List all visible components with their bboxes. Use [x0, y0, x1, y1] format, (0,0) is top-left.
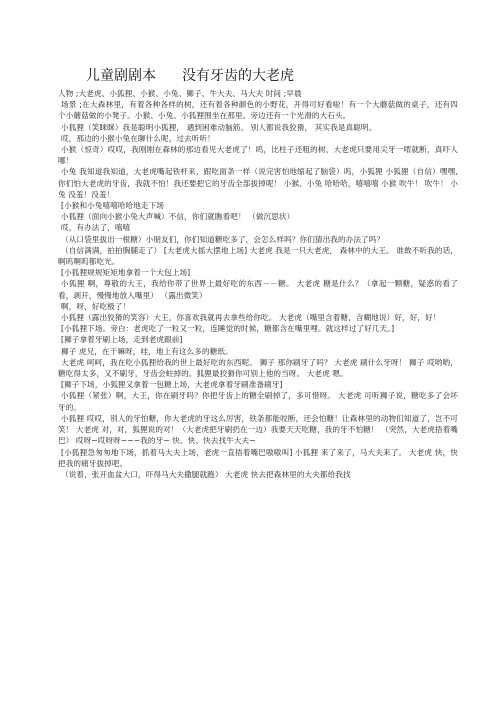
- document-page: [58, 0, 458, 702]
- document-title: [86, 66, 446, 86]
- body-paragraph: 啊，呀，好吃极了！: [61, 301, 131, 311]
- body-paragraph: 哎，那边的小猴小兔在聊什么呢，过去听听！: [61, 133, 215, 143]
- body-paragraph: 小狐狸 啊，尊敬的大王，我给你带了世界上最好吃的东西－－糖。 大老虎 糖是什么？（拿起一颗糖，疑惑的看了看，剥开，慢慢地放入嘴里） （露出微笑）: [58, 279, 458, 300]
- body-paragraph: 场景 ;在大森林里，有着各种各样的树，还有着各种颜色的小野花，开得可好看啦！有一个大蘑菇做的桌子，还有四个小蘑菇做的小凳子。小猴、小兔、小狐狸围坐在那里。旁边还有一个光滑的大石头。: [58, 100, 458, 121]
- body-paragraph: 小狐狸（露出狡猾的笑容）大王，你喜欢我就再去拿些给你吃。 大老虎（嘴里含着糖，含糊地说）好，好，好！: [61, 313, 441, 323]
- body-paragraph: （自信满满，拍拍胸脯走了） [大老虎大摇大摆地上场] 大老虎 我是一只大老虎， 森林中的大王。 谁敢不听我的话， 啊呜啊呜都吃光。: [58, 245, 458, 267]
- body-paragraph: （从口袋里拔出一根糖）小朋友们，你们知道糖吃多了，会怎么样吗？你们猜出我的办法了吗？: [61, 234, 385, 244]
- body-paragraph: [小狐狸急匆匆地下场，抓着马大夫上场，老虎一直捂着嘴巴嗷嗷叫] 小狐狸 来了来了，马大夫来了。 大老虎 快，快把我的痛牙拔掉吧。: [58, 447, 458, 468]
- body-paragraph: 小狐狸（笑眯眯）我是聪明小狐狸， 遇到困难动脑筋。 别人都说我狡猾， 其实我是真聪明。: [61, 122, 377, 132]
- body-paragraph: [狮子下场，小狐狸又拿着一包糖上场，大老虎拿着牙刷准备刷牙]: [61, 380, 283, 390]
- body-paragraph: 小兔 我知道我知道，大老虎嘴起铁杆来，跟吃面条一样（说完害怕地缩起了脑袋）呜，小狐狸 小狐狸（自信）嘿嘿,你们怕大老虎的牙齿，我就不怕！我还要把它的牙齿全部拔掉呢！ 小猴、小兔 哈哈哈，嘻嘻嘻 小猴 吹牛！ 吹牛！ 小兔 没羞！没羞！: [58, 167, 458, 199]
- body-paragraph: 狮子 虎兄，在干嘛呀，哇，地上有这么多的糖纸。: [61, 346, 233, 356]
- body-paragraph: 人物 ;大老虎、小狐狸、小猴、小兔、狮子、牛大夫、马大夫 时间 ;早晨: [58, 89, 302, 98]
- document-body: [58, 88, 458, 480]
- play-title: 没有牙齿的大老虎: [182, 68, 294, 84]
- body-paragraph: 小狐狸 哎哎，别人的牙怕糖，你大老虎的牙这么厉害，铁条都能咬断，还会怕糖！让森林里的动物们知道了，岂不可笑！ 大老虎 对，对，狐狸说的对！（大老虎把牙刷扔在一边）我要天天吃糖，我的牙不怕糖！ （突然，大老虎捂着嘴巴） 哎呀~哎呀呀~~~我的牙~ 快、快、快去找牛大夫~: [58, 413, 458, 446]
- body-paragraph: [小狐狸规规矩矩地拿着一个大包上场]: [61, 268, 191, 278]
- body-paragraph: 小狐狸（面向小猴小兔大声喊）不信，你们就瞧着吧！ （做沉思状）: [61, 212, 295, 222]
- body-paragraph: [狮子拿着牙刷上场，走到老虎跟前]: [61, 335, 183, 345]
- body-paragraph: 小猴（惊奇）哎哎，我刚刚在森林的那边看见大老虎了！呜，比柱子还粗的树，大老虎只要用尖牙一啃就断，真吓人哪！: [58, 145, 458, 166]
- body-paragraph: （说着，张开血盆大口，吓得马大夫撒腿就跑） 大老虎 快去把森林里的大夫都给我找: [61, 469, 351, 479]
- body-paragraph: 小狐狸（紧张）啊，大王，你在刷牙吗？你把牙齿上的糖全刷掉了，多可惜呀。 大老虎 可听狮子说，糖吃多了会坏牙的。: [58, 391, 458, 412]
- body-paragraph: [小狐狸下场。旁白：老虎吃了一粒又一粒，连睡觉的时候，糖都含在嘴里哩。就这样过了好几天。]: [61, 324, 395, 334]
- body-paragraph: [小猴和小兔嘻嘻哈哈地走下场: [61, 201, 165, 211]
- body-paragraph: 哎，有办法了，嘻嘻: [61, 223, 131, 233]
- title-label: 儿童剧剧本: [86, 68, 156, 84]
- body-paragraph: 大老虎 呵呵，我在吃小狐狸给我的世上最好吃的东西呢。 狮子 那你刷牙了吗？ 大老虎 刷什么牙呀！ 狮子 哎哟哟，糖吃得太多，又不刷牙，牙齿会蛀掉的。狐狸最狡猾你可别上他的当呀。 大老虎 嗯。: [58, 357, 458, 379]
